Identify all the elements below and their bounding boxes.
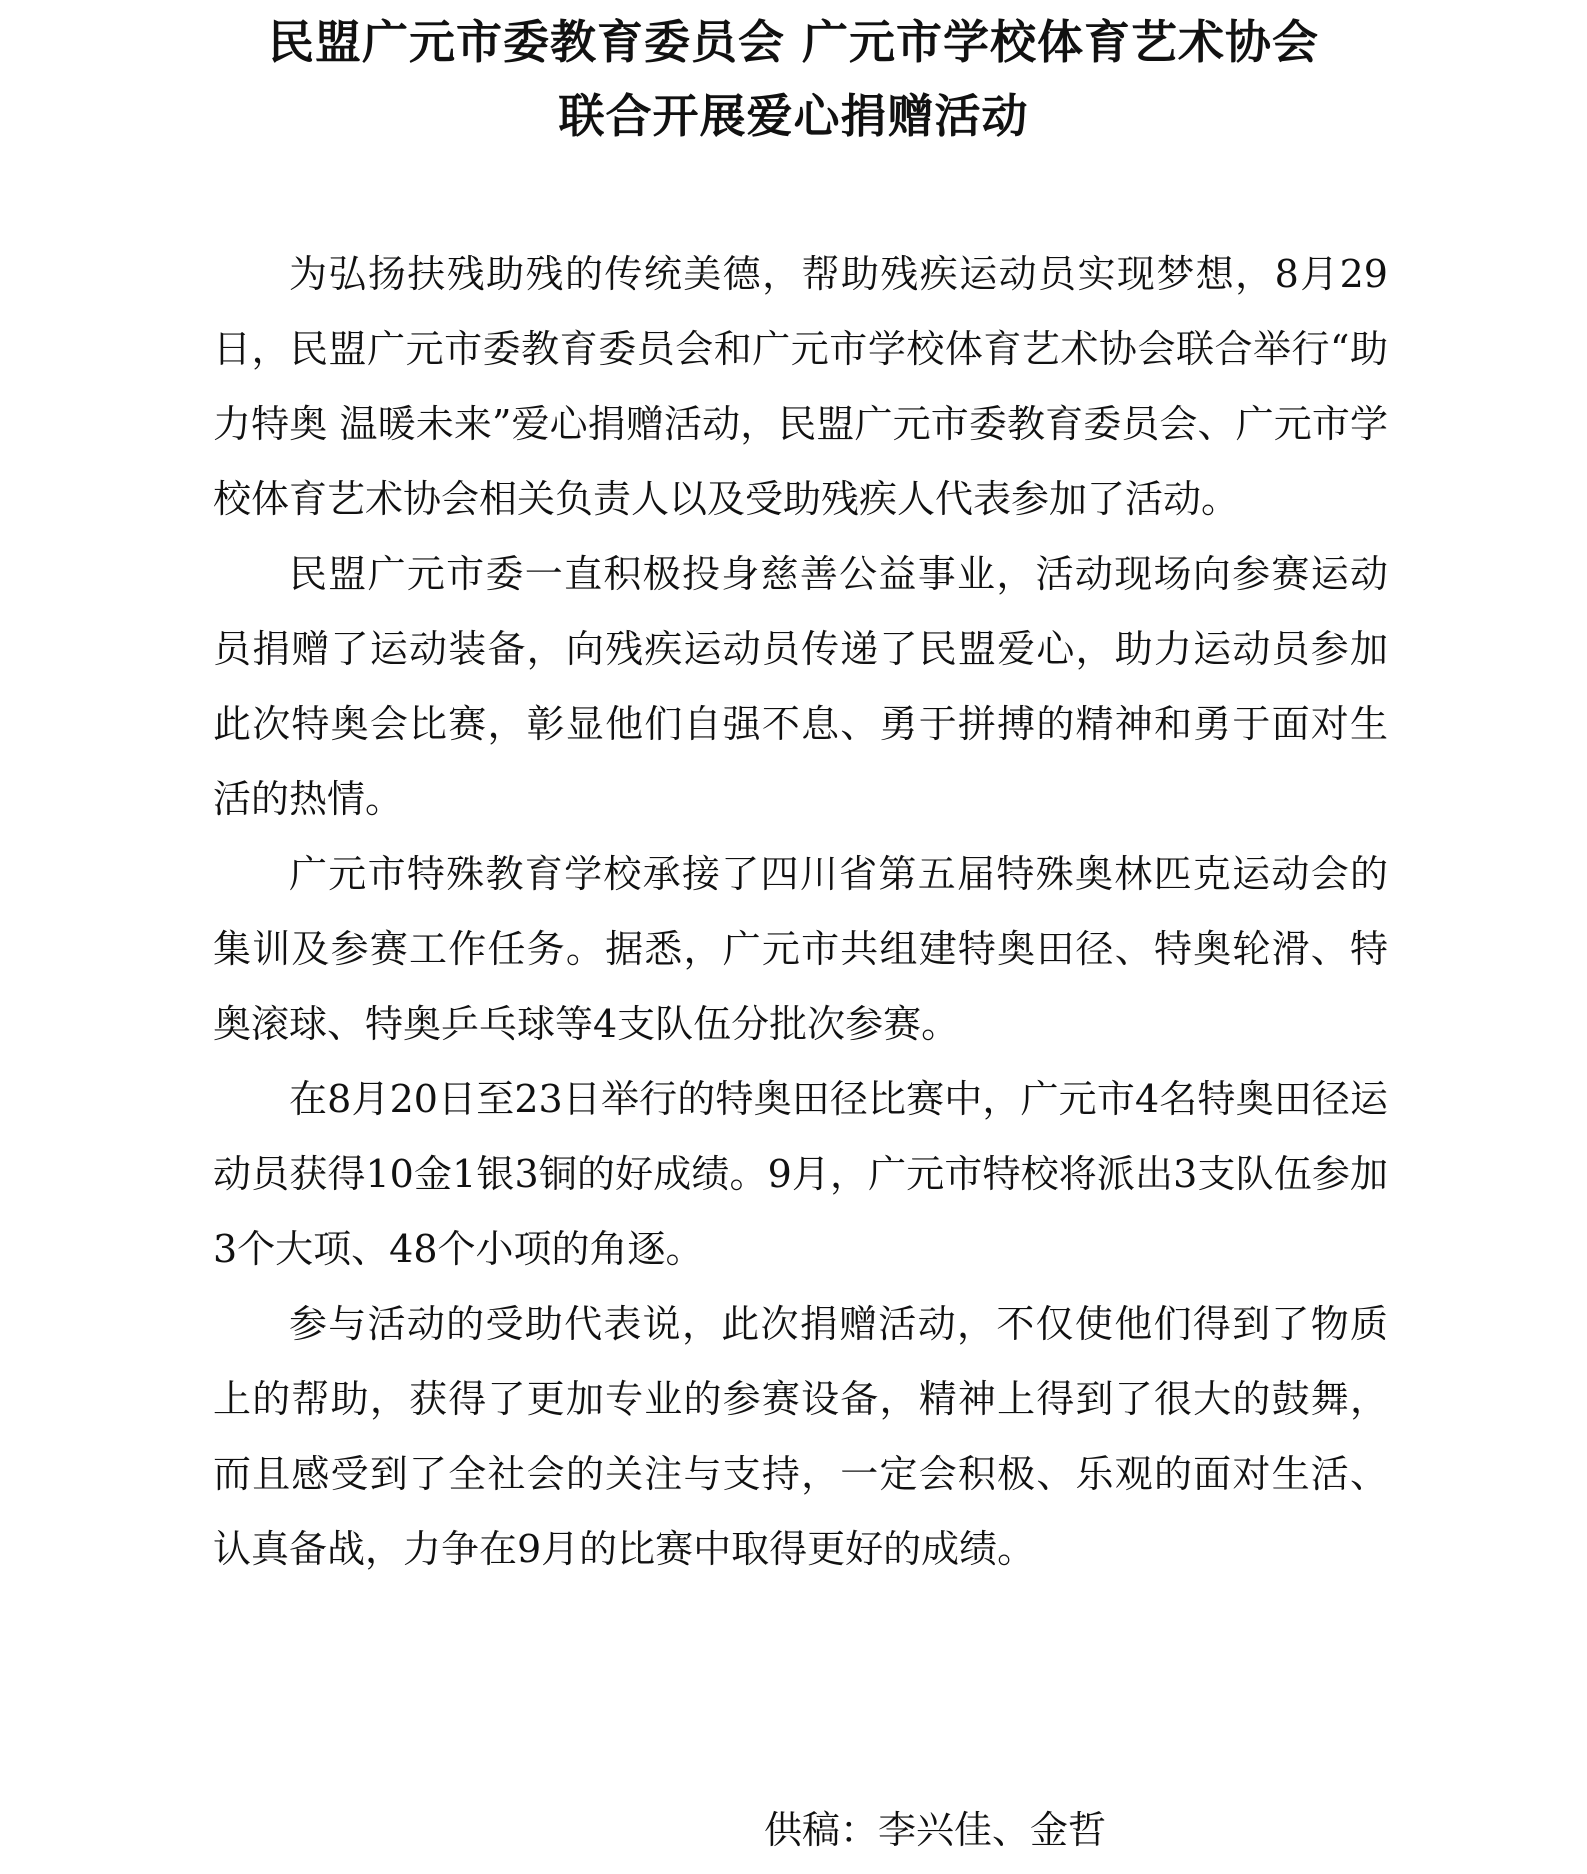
article-body (213, 237, 1388, 1587)
paragraph-3: 广元市特殊教育学校承接了四川省第五届特殊奥林匹克运动会的集训及参赛工作任务。据悉，广元市共组建特奥田径、特奥轮滑、特奥滚球、特奥乒乓球等4支队伍分批次参赛。 (213, 852, 1388, 1046)
document-title-line-2: 联合开展爱心捐赠活动 (558, 89, 1029, 143)
document-title-line-1: 民盟广元市委教育委员会 广元市学校体育艺术协会 (267, 15, 1319, 69)
paragraph-2: 民盟广元市委一直积极投身慈善公益事业，活动现场向参赛运动员捐赠了运动装备，向残疾运动员传递了民盟爱心，助力运动员参加此次特奥会比赛，彰显他们自强不息、勇于拼搏的精神和勇于面对生活的热情。 (213, 552, 1388, 821)
paragraph-4: 在8月20日至23日举行的特奥田径比赛中，广元市4名特奥田径运动员获得10金1银3铜的好成绩。9月，广元市特校将派出3支队伍参加3个大项、48个小项的角逐。 (213, 1077, 1388, 1271)
paragraph-5: 参与活动的受助代表说，此次捐赠活动，不仅使他们得到了物质上的帮助，获得了更加专业的参赛设备，精神上得到了很大的鼓舞，而且感受到了全社会的关注与支持，一定会积极、乐观的面对生活、认真备战，力争在9月的比赛中取得更好的成绩。 (213, 1302, 1388, 1571)
contributor-signature: 供稿：李兴佳、金哲 (764, 1808, 1107, 1852)
paragraph-1: 为弘扬扶残助残的传统美德，帮助残疾运动员实现梦想，8月29日，民盟广元市委教育委员会和广元市学校体育艺术协会联合举行“助力特奥 温暖未来”爱心捐赠活动，民盟广元市委教育委员会、广元市学校体育艺术协会相关负责人以及受助残疾人代表参加了活动。 (213, 252, 1388, 521)
